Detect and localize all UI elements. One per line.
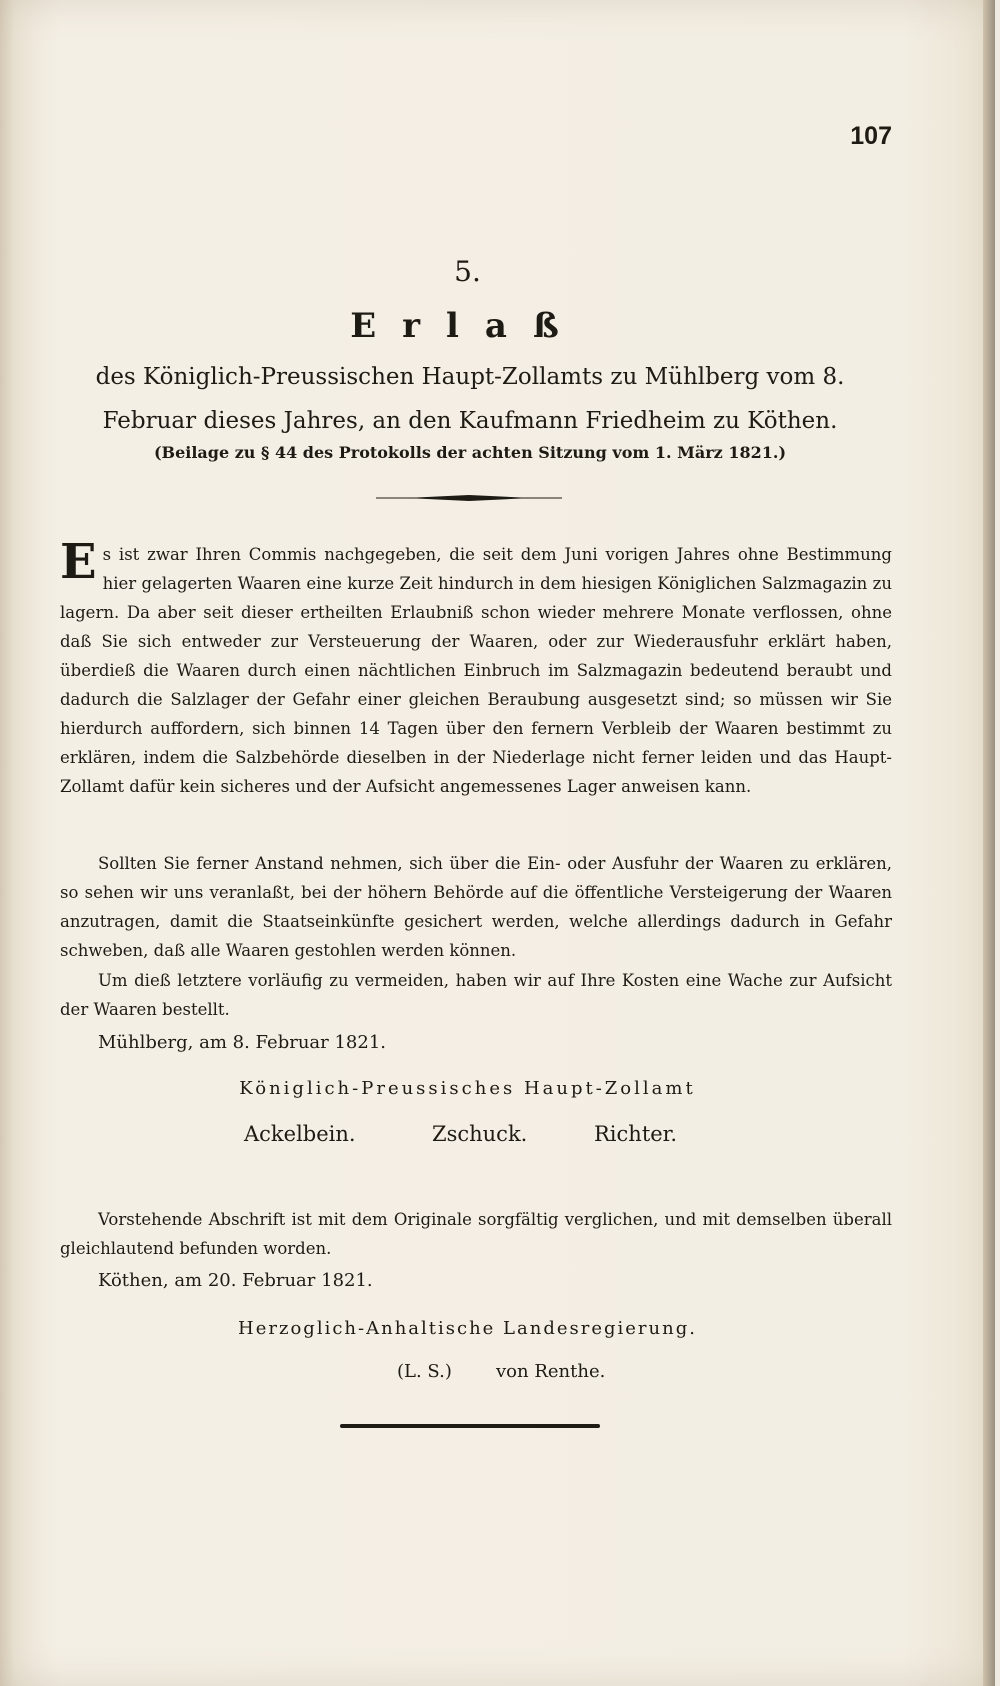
paragraph-1: Es ist zwar Ihren Commis nachgegeben, die seit dem Juni vorigen Jahres ohne Bestimmung hier gelagerten Waaren eine kurze Zeit hindurch in dem hiesigen Königlichen Salzmagazin zu lagern. Da aber seit dieser ertheilten Erlaubniß schon wieder mehrere Monate verflossen, ohne daß Sie sich entweder zur Versteuerung der Waaren, oder zur Wiederausfuhr erklärt haben, überdieß die Waaren durch einen nächtlichen Einbruch im Salzmagazin bedeutend beraubt und dadurch die Salzlager der Gefahr einer gleichen Beraubung ausgesetzt sind; so müssen wir Sie hierdurch auffordern, sich binnen 14 Tagen über den fernern Verbleib der Waaren bestimmt zu erklären, indem die Salzbehörde dieselben in der Niederlage nicht ferner leiden und das Haupt-Zollamt dafür kein sicheres und der Aufsicht angemessenes Lager anweisen kann. [60,534,892,796]
document-title: Erlaß [350,306,585,346]
seal-mark: (L. S.) [397,1361,452,1382]
paragraph-4: Vorstehende Abschrift ist mit dem Originale sorgfältig verglichen, und mit demselben überall gleichlautend befunden worden. [60,1210,892,1258]
authority-2: Herzoglich-Anhaltische Landesregierung. [238,1318,697,1339]
date-place-1: Mühlberg, am 8. Februar 1821. [98,1032,386,1053]
closing-rule [340,1424,600,1428]
signatory-2: Zschuck. [432,1122,528,1146]
appendix-note: (Beilage zu § 44 des Protokolls der achten Sitzung vom 1. März 1821.) [153,443,787,462]
signatory-1: Ackelbein. [244,1122,356,1146]
signature-line [0,1361,935,1391]
paragraph-3: Um dieß letztere vorläufig zu vermeiden, haben wir auf Ihre Kosten eine Wache zur Aufsicht der Waaren bestellt. [60,971,892,1019]
signer-name: von Renthe. [496,1361,606,1382]
signatory-3: Richter. [594,1122,678,1146]
page-number: 107 [850,122,892,150]
ornamental-divider [376,495,562,501]
authority-1: Königlich-Preussisches Haupt-Zollamt [239,1078,696,1099]
document-subtitle: des Königlich-Preussischen Haupt-Zollamts zu Mühlberg vom 8. Februar dieses Jahres, an den Kaufmann Friedheim zu Köthen. [95,364,845,434]
date-place-2: Köthen, am 20. Februar 1821. [98,1270,373,1291]
section-number: 5. [454,255,481,288]
paragraph-2: Sollten Sie ferner Anstand nehmen, sich über die Ein- oder Ausfuhr der Waaren zu erklären, so sehen wir uns veranlaßt, bei der höhern Behörde auf die öffentliche Versteigerung der Waaren anzutragen, damit die Staatseinkünfte gesichert werden, welche allerdings dadurch in Gefahr schweben, daß alle Waaren gestohlen werden können. [60,854,892,960]
page-edge [983,0,995,1686]
